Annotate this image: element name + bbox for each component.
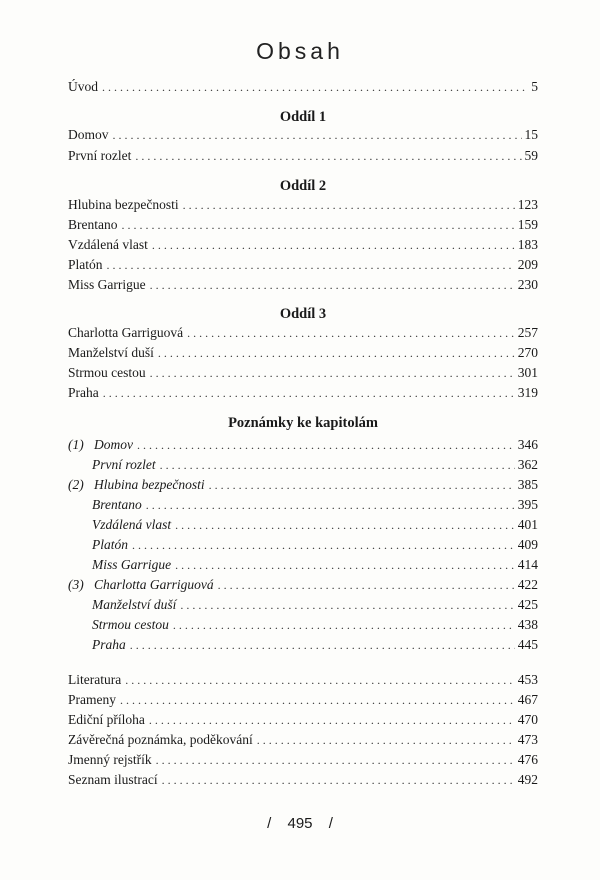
dot-leader xyxy=(130,635,515,655)
dot-leader xyxy=(209,475,515,495)
dot-leader xyxy=(125,670,515,690)
entry-label: Hlubina bezpečnosti xyxy=(68,197,179,212)
toc-entry[interactable] xyxy=(68,125,538,145)
entry-page: 470 xyxy=(517,712,538,727)
dot-leader xyxy=(156,750,515,770)
dot-leader xyxy=(257,730,515,750)
entry-label: Miss Garrigue xyxy=(68,277,146,292)
entry-label: Literatura xyxy=(68,672,122,687)
entry-page: 270 xyxy=(517,345,538,360)
entry-page: 5 xyxy=(531,79,538,94)
dot-leader xyxy=(122,215,515,235)
note-number: (2) xyxy=(68,477,84,492)
toc-entry-backmatter[interactable] xyxy=(68,750,538,770)
toc-entry[interactable] xyxy=(68,275,538,295)
entry-page: 301 xyxy=(517,365,538,380)
entry-page: 183 xyxy=(517,237,538,252)
toc-entry-backmatter[interactable] xyxy=(68,770,538,790)
note-entry[interactable] xyxy=(68,615,538,635)
toc-entry[interactable] xyxy=(68,215,538,235)
toc-entry-backmatter[interactable] xyxy=(68,710,538,730)
toc-entry[interactable] xyxy=(68,323,538,343)
entry-label: Jmenný rejstřík xyxy=(68,752,152,767)
entry-label: Manželství duší xyxy=(92,597,177,612)
toc-entry[interactable] xyxy=(68,363,538,383)
entry-page: 319 xyxy=(517,385,538,400)
entry-label: Ediční příloha xyxy=(68,712,145,727)
note-entry[interactable] xyxy=(68,435,538,455)
entry-page: 59 xyxy=(524,148,538,163)
dot-leader xyxy=(152,235,515,255)
note-number: (1) xyxy=(68,437,84,452)
entry-label xyxy=(68,475,209,495)
entry-page: 209 xyxy=(517,257,538,272)
dot-leader xyxy=(180,595,514,615)
dot-leader xyxy=(146,495,515,515)
entry-label: Úvod xyxy=(68,79,98,94)
entry-page: 409 xyxy=(517,537,538,552)
toc-entry-intro[interactable] xyxy=(68,77,538,97)
entry-page: 15 xyxy=(524,127,538,142)
entry-label xyxy=(68,575,218,595)
note-title: Charlotta Garriguová xyxy=(94,577,214,592)
toc-entry[interactable] xyxy=(68,235,538,255)
dot-leader xyxy=(183,195,515,215)
entry-page: 414 xyxy=(517,557,538,572)
footer-slash-right: / xyxy=(328,815,333,832)
toc-entry-backmatter[interactable] xyxy=(68,690,538,710)
page-title: Obsah xyxy=(256,38,344,64)
toc-entry-backmatter[interactable] xyxy=(68,670,538,690)
note-entry[interactable] xyxy=(68,555,538,575)
note-number: (3) xyxy=(68,577,84,592)
entry-page: 395 xyxy=(517,497,538,512)
toc-entry-backmatter[interactable] xyxy=(68,730,538,750)
entry-label xyxy=(68,435,137,455)
dot-leader xyxy=(149,710,515,730)
entry-label: Vzdálená vlast xyxy=(68,237,148,252)
entry-page: 362 xyxy=(517,457,538,472)
dot-leader xyxy=(102,77,528,97)
entry-page: 473 xyxy=(517,732,538,747)
note-entry[interactable] xyxy=(68,535,538,555)
dot-leader xyxy=(150,275,515,295)
entry-label: Miss Garrigue xyxy=(92,557,172,572)
toc-entry[interactable] xyxy=(68,195,538,215)
dot-leader xyxy=(175,555,515,575)
dot-leader xyxy=(137,435,515,455)
note-title: Domov xyxy=(94,437,133,452)
entry-label: Manželství duší xyxy=(68,345,154,360)
entry-label: Vzdálená vlast xyxy=(92,517,172,532)
entry-page: 422 xyxy=(517,577,538,592)
entry-page: 492 xyxy=(517,772,538,787)
footer-slash-left: / xyxy=(267,815,272,832)
section-heading-1: Oddíl 1 xyxy=(279,109,327,125)
entry-label: Platón xyxy=(68,257,103,272)
entry-label: Domov xyxy=(68,127,109,142)
dot-leader xyxy=(150,363,515,383)
entry-label: Charlotta Garriguová xyxy=(68,325,184,340)
entry-page: 346 xyxy=(517,437,538,452)
entry-label: Platón xyxy=(92,537,128,552)
entry-page: 230 xyxy=(517,277,538,292)
note-entry[interactable] xyxy=(68,475,538,495)
note-entry[interactable] xyxy=(68,635,538,655)
dot-leader xyxy=(158,343,515,363)
note-entry[interactable] xyxy=(68,575,538,595)
entry-label: První rozlet xyxy=(68,148,132,163)
dot-leader xyxy=(120,690,515,710)
toc-entry[interactable] xyxy=(68,343,538,363)
entry-label: Brentano xyxy=(68,217,118,232)
entry-page: 438 xyxy=(517,617,538,632)
entry-page: 385 xyxy=(517,477,538,492)
section-heading-3: Oddíl 3 xyxy=(279,306,327,322)
dot-leader xyxy=(135,146,521,166)
entry-page: 476 xyxy=(517,752,538,767)
entry-page: 453 xyxy=(517,672,538,687)
dot-leader xyxy=(107,255,515,275)
entry-label: První rozlet xyxy=(92,457,156,472)
entry-page: 123 xyxy=(517,197,538,212)
entry-label: Závěrečná poznámka, poděkování xyxy=(68,732,253,747)
dot-leader xyxy=(218,575,515,595)
section-heading-2: Oddíl 2 xyxy=(279,178,327,194)
entry-page: 257 xyxy=(517,325,538,340)
dot-leader xyxy=(103,383,515,403)
entry-label: Praha xyxy=(68,385,99,400)
page-number: 495 xyxy=(287,815,313,832)
note-entry[interactable] xyxy=(68,495,538,515)
entry-label: Strmou cestou xyxy=(92,617,169,632)
dot-leader xyxy=(162,770,515,790)
page-footer xyxy=(0,815,600,832)
notes-heading: Poznámky ke kapitolám xyxy=(228,415,378,431)
entry-page: 425 xyxy=(517,597,538,612)
dot-leader xyxy=(173,615,515,635)
dot-leader xyxy=(160,455,515,475)
entry-page: 445 xyxy=(517,637,538,652)
entry-label: Brentano xyxy=(92,497,142,512)
toc-entry[interactable] xyxy=(68,255,538,275)
note-entry[interactable] xyxy=(68,595,538,615)
entry-page: 159 xyxy=(517,217,538,232)
entry-label: Praha xyxy=(92,637,126,652)
dot-leader xyxy=(113,125,522,145)
entry-label: Strmou cestou xyxy=(68,365,146,380)
entry-label: Seznam ilustrací xyxy=(68,772,158,787)
dot-leader xyxy=(175,515,515,535)
entry-label: Prameny xyxy=(68,692,116,707)
note-entry[interactable] xyxy=(68,515,538,535)
entry-page: 401 xyxy=(517,517,538,532)
toc-entry[interactable] xyxy=(68,146,538,166)
dot-leader xyxy=(187,323,515,343)
entry-page: 467 xyxy=(517,692,538,707)
note-title: Hlubina bezpečnosti xyxy=(94,477,205,492)
note-entry[interactable] xyxy=(68,455,538,475)
toc-entry[interactable] xyxy=(68,383,538,403)
dot-leader xyxy=(132,535,515,555)
